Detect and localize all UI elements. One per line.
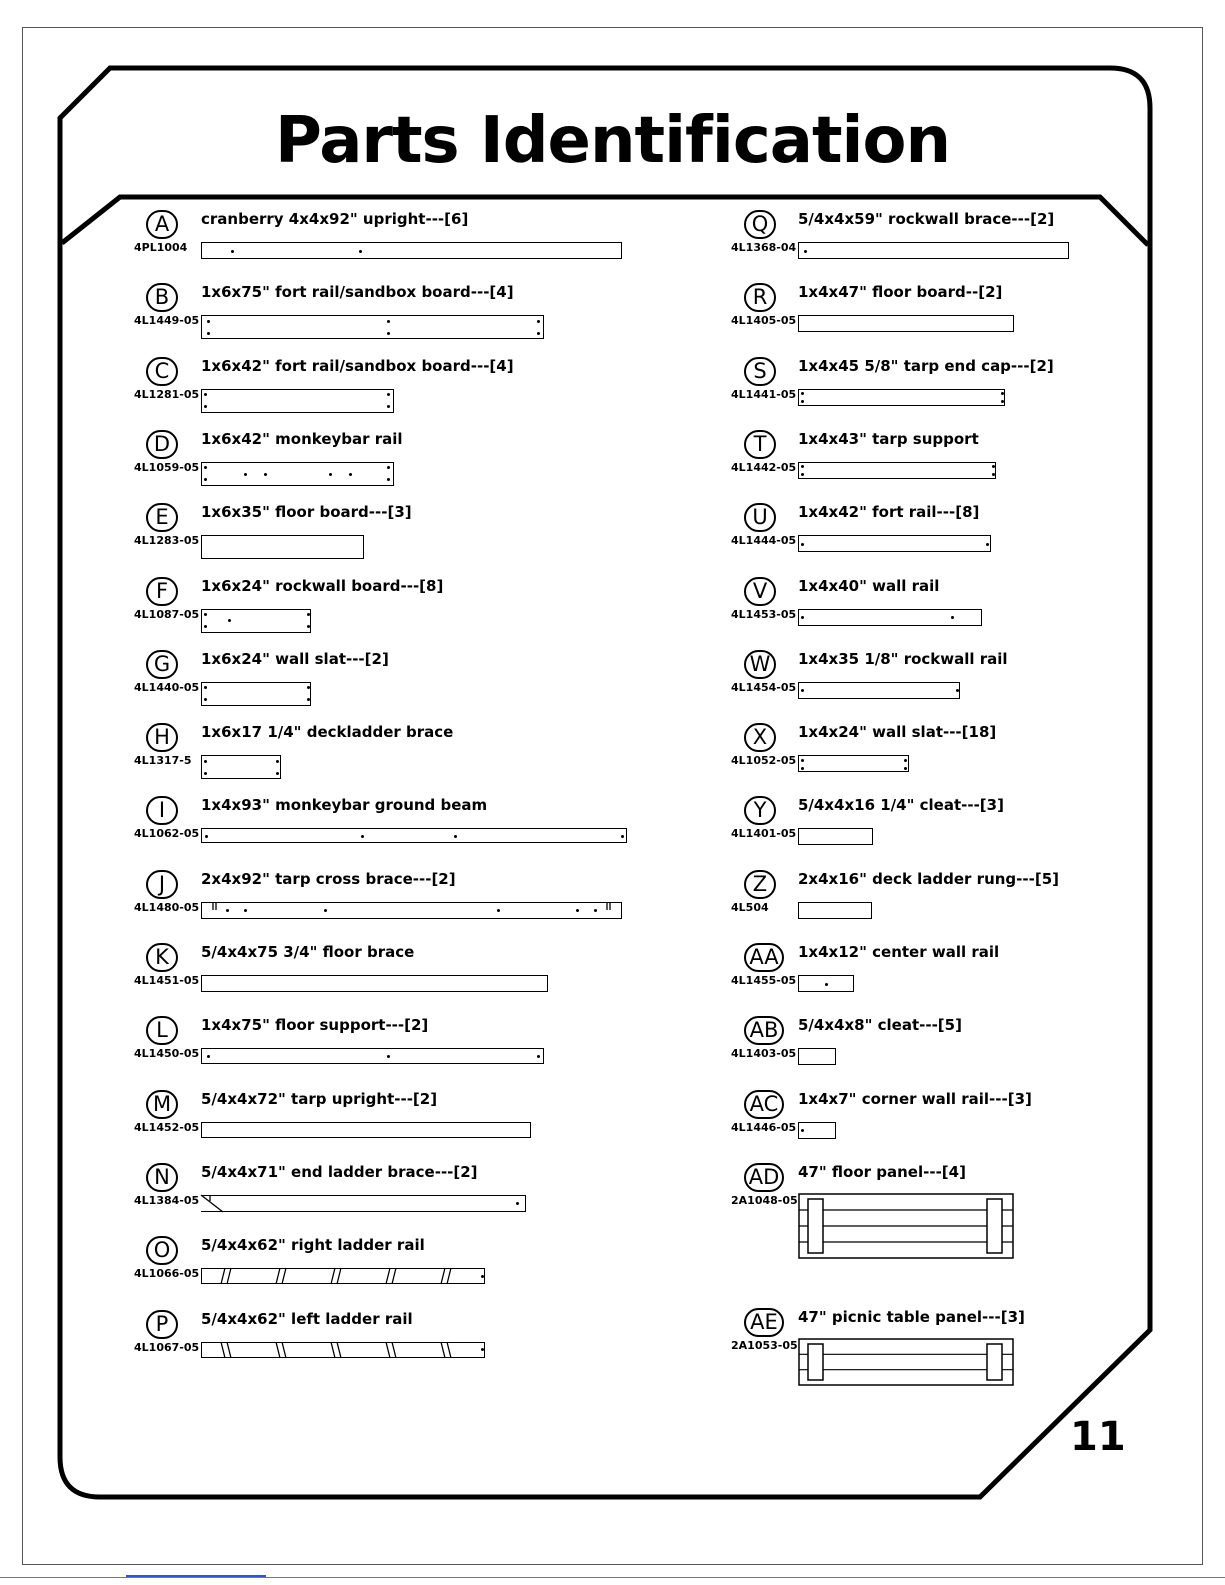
part-letter-badge: F — [146, 577, 178, 606]
bevel-cut — [201, 1195, 223, 1212]
bolt-hole — [825, 983, 828, 986]
board-drawing — [201, 682, 311, 706]
part-description: 1x4x7" corner wall rail---[3] — [798, 1089, 1032, 1108]
part-letter-badge: A — [146, 210, 178, 239]
part-description: 1x6x24" wall slat---[2] — [201, 649, 389, 668]
bolt-hole — [307, 698, 310, 701]
part-l — [134, 1016, 614, 1076]
part-description: 47" floor panel---[4] — [798, 1162, 966, 1181]
part-letter-badge: D — [146, 430, 178, 459]
part-code: 4L1317-5 — [134, 754, 192, 768]
part-code: 4L1384-05 — [134, 1193, 200, 1207]
part-h — [134, 723, 614, 783]
rung-slot — [392, 1342, 396, 1358]
part-letter-badge: M — [146, 1090, 178, 1119]
part-n — [134, 1163, 614, 1223]
bolt-hole — [276, 772, 279, 775]
part-code: 4L1454-05 — [731, 680, 797, 694]
part-ad — [731, 1163, 1211, 1223]
panel-cleat-left — [808, 1344, 823, 1380]
bolt-hole — [307, 625, 310, 628]
bolt-hole — [307, 686, 310, 689]
part-c — [134, 357, 614, 417]
part-description: 1x4x93" monkeybar ground beam — [201, 796, 488, 815]
part-x — [731, 723, 1211, 783]
bolt-hole — [204, 466, 207, 469]
part-code: 2A1053-05 — [731, 1339, 798, 1352]
part-ae — [731, 1308, 1211, 1368]
part-code: 4L1052-05 — [731, 754, 797, 768]
part-description: 1x4x42" fort rail---[8] — [798, 503, 980, 522]
part-description: 1x6x42" monkeybar rail — [201, 429, 403, 448]
part-description: 5/4x4x8" cleat---[5] — [798, 1016, 962, 1035]
part-letter-badge: K — [146, 943, 178, 972]
part-letter-badge: J — [146, 870, 178, 899]
bolt-hole — [204, 686, 207, 689]
part-code: 4L1451-05 — [134, 974, 200, 987]
part-ac — [731, 1090, 1211, 1150]
part-code: 4L1281-05 — [134, 387, 200, 401]
part-description: 5/4x4x59" rockwall brace---[2] — [798, 210, 1055, 228]
bolt-hole — [204, 625, 207, 628]
part-description: 2x4x92" tarp cross brace---[2] — [201, 869, 456, 888]
part-code: 4L1440-05 — [134, 680, 200, 694]
part-q — [731, 210, 1211, 270]
part-description: 1x4x75" floor support---[2] — [201, 1016, 429, 1035]
part-code: 4L1401-05 — [731, 827, 797, 841]
page-number: 11 — [1070, 1414, 1126, 1460]
part-i — [134, 796, 614, 856]
rung-slot — [331, 1268, 335, 1284]
board-drawing — [798, 535, 991, 552]
part-description: 1x4x12" center wall rail — [798, 943, 1000, 961]
bolt-hole — [804, 250, 807, 253]
bolt-hole — [387, 466, 390, 469]
bolt-hole — [801, 759, 804, 762]
part-code: 4L1446-05 — [731, 1120, 797, 1134]
part-description: 1x4x43" tarp support — [798, 429, 979, 448]
board-drawing — [798, 242, 1069, 259]
part-p — [134, 1310, 614, 1370]
bolt-hole — [387, 478, 390, 481]
part-a — [134, 210, 614, 270]
bolt-hole — [904, 767, 907, 770]
part-letter-badge: AB — [744, 1016, 784, 1045]
bolt-hole — [244, 473, 247, 476]
bolt-hole — [387, 393, 390, 396]
part-code: 4L1062-05 — [134, 827, 200, 841]
part-description: 1x6x24" rockwall board---[8] — [201, 576, 444, 595]
part-d — [134, 430, 614, 490]
bolt-hole — [1001, 400, 1004, 403]
part-r — [731, 283, 1211, 343]
part-description: 1x4x35 1/8" rockwall rail — [798, 649, 1008, 668]
part-letter-badge: C — [146, 357, 178, 386]
rung-slot — [337, 1342, 341, 1358]
bottom-link-underline — [126, 1575, 266, 1577]
rung-slot — [221, 1342, 225, 1358]
rung-slot — [331, 1342, 335, 1358]
page-title: Parts Identification — [275, 104, 950, 178]
part-code: 4L1283-05 — [134, 534, 200, 548]
bolt-hole — [307, 613, 310, 616]
bolt-hole — [329, 473, 332, 476]
part-m — [134, 1090, 614, 1150]
board-detail — [201, 1268, 485, 1284]
part-description: 1x6x42" fort rail/sandbox board---[4] — [201, 356, 514, 375]
part-description: 1x4x24" wall slat---[18] — [798, 723, 997, 742]
rung-slot — [441, 1268, 445, 1284]
rung-slot — [386, 1268, 390, 1284]
bolt-hole — [359, 250, 362, 253]
part-description: 1x4x47" floor board--[2] — [798, 283, 1003, 302]
board-detail — [201, 1195, 526, 1212]
part-description: 1x6x75" fort rail/sandbox board---[4] — [201, 283, 514, 302]
part-code: 4L1067-05 — [134, 1340, 200, 1354]
bolt-hole — [992, 473, 995, 476]
part-o — [134, 1236, 614, 1296]
bolt-hole — [204, 405, 207, 408]
part-code: 4L1066-05 — [134, 1267, 200, 1281]
panel-cleat-left — [808, 1199, 823, 1253]
part-v — [731, 577, 1211, 637]
bolt-hole — [204, 478, 207, 481]
part-description: 5/4x4x62" right ladder rail — [201, 1236, 425, 1255]
board-drawing — [798, 1048, 836, 1065]
part-code: 4L1444-05 — [731, 534, 797, 548]
bolt-hole — [801, 543, 804, 546]
bolt-hole — [986, 543, 989, 546]
panel-drawing — [798, 1338, 1014, 1386]
part-t — [731, 430, 1211, 490]
bolt-hole — [387, 320, 390, 323]
part-code: 2A1048-05 — [731, 1193, 798, 1207]
bolt-hole — [992, 465, 995, 468]
part-description: 47" picnic table panel---[3] — [798, 1308, 1025, 1326]
bolt-hole — [904, 759, 907, 762]
bolt-hole — [454, 835, 457, 838]
rung-slot — [447, 1342, 451, 1358]
part-aa — [731, 943, 1211, 1003]
board-drawing — [798, 755, 909, 772]
bolt-hole — [207, 320, 210, 323]
bolt-hole — [387, 332, 390, 335]
bolt-hole — [207, 332, 210, 335]
board-drawing — [798, 609, 982, 626]
bolt-hole — [801, 616, 804, 619]
bolt-hole — [228, 619, 231, 622]
rung-slot — [227, 1268, 231, 1284]
part-letter-badge: P — [146, 1310, 178, 1339]
board-drawing — [201, 389, 394, 413]
bolt-hole — [621, 835, 624, 838]
bolt-hole — [204, 393, 207, 396]
board-drawing — [201, 1122, 531, 1138]
part-description: 5/4x4x16 1/4" cleat---[3] — [798, 796, 1004, 815]
part-code: 4L1442-05 — [731, 460, 797, 474]
board-drawing — [798, 975, 854, 992]
part-letter-badge: T — [744, 430, 776, 459]
part-letter-badge: H — [146, 723, 178, 752]
bolt-hole — [801, 767, 804, 770]
board-drawing — [798, 462, 996, 479]
rung-slot — [386, 1342, 390, 1358]
part-letter-badge: Y — [744, 796, 776, 825]
bolt-hole — [264, 473, 267, 476]
part-e — [134, 503, 614, 563]
part-code: 4L1449-05 — [134, 314, 200, 328]
bolt-hole — [207, 1055, 210, 1058]
part-s — [731, 357, 1211, 417]
part-description: 5/4x4x62" left ladder rail — [201, 1309, 413, 1328]
bolt-hole — [801, 689, 804, 692]
part-letter-badge: V — [744, 577, 776, 606]
board-drawing — [798, 828, 873, 845]
bolt-hole — [801, 473, 804, 476]
rung-slot — [282, 1268, 286, 1284]
part-letter-badge: Q — [744, 210, 776, 239]
bolt-hole — [801, 1129, 804, 1132]
panel-cleat-right — [987, 1199, 1002, 1253]
rung-slot — [392, 1268, 396, 1284]
part-code: 4L1453-05 — [731, 607, 797, 621]
board-detail — [201, 902, 622, 919]
part-g — [134, 650, 614, 710]
part-code: 4L1455-05 — [731, 974, 797, 987]
part-letter-badge: W — [744, 650, 776, 679]
board-drawing — [201, 315, 544, 339]
part-code: 4L1450-05 — [134, 1047, 200, 1061]
part-description: 1x4x40" wall rail — [798, 576, 940, 595]
bolt-hole — [387, 405, 390, 408]
part-description: 5/4x4x72" tarp upright---[2] — [201, 1089, 438, 1108]
board-drawing — [201, 828, 627, 843]
part-code: 4L1059-05 — [134, 460, 200, 474]
part-description: 5/4x4x71" end ladder brace---[2] — [201, 1162, 478, 1181]
part-j — [134, 870, 614, 930]
board-drawing — [798, 389, 1005, 406]
part-code: 4L1368-04 — [731, 241, 797, 254]
part-letter-badge: N — [146, 1163, 178, 1192]
bolt-hole — [205, 835, 208, 838]
part-w — [731, 650, 1211, 710]
bolt-hole — [537, 332, 540, 335]
part-b — [134, 283, 614, 343]
board-drawing — [201, 609, 311, 633]
panel-cleat-right — [987, 1344, 1002, 1380]
part-description: 1x6x17 1/4" deckladder brace — [201, 723, 454, 742]
part-code: 4L1452-05 — [134, 1120, 200, 1134]
part-code: 4L1405-05 — [731, 314, 797, 328]
rung-slot — [227, 1342, 231, 1358]
board-drawing — [201, 975, 548, 992]
part-code: 4L504 — [731, 900, 769, 914]
bolt-hole — [537, 1055, 540, 1058]
bolt-hole — [231, 250, 234, 253]
part-letter-badge: E — [146, 503, 178, 532]
bolt-hole — [204, 760, 207, 763]
rung-slot — [441, 1342, 445, 1358]
panel-outline — [799, 1339, 1013, 1385]
part-letter-badge: S — [744, 357, 776, 386]
bolt-hole — [387, 1055, 390, 1058]
part-letter-badge: G — [146, 650, 178, 679]
bolt-hole — [204, 772, 207, 775]
board-drawing — [201, 755, 281, 779]
part-letter-badge: R — [744, 283, 776, 312]
part-code: 4PL1004 — [134, 241, 188, 254]
rung-slot — [276, 1342, 280, 1358]
part-letter-badge: AD — [744, 1163, 784, 1192]
part-description: 1x4x45 5/8" tarp end cap---[2] — [798, 356, 1054, 375]
rung-slot — [276, 1268, 280, 1284]
board-drawing — [201, 1048, 544, 1064]
part-letter-badge: B — [146, 283, 178, 312]
part-description: cranberry 4x4x92" upright---[6] — [201, 210, 469, 228]
part-letter-badge: Z — [744, 870, 776, 899]
part-letter-badge: O — [146, 1236, 178, 1265]
part-code: 4L1441-05 — [731, 387, 797, 401]
bolt-hole — [951, 616, 954, 619]
board-drawing — [201, 242, 622, 259]
part-code: 4L1087-05 — [134, 607, 200, 621]
part-description: 5/4x4x75 3/4" floor brace — [201, 943, 415, 961]
bolt-hole — [801, 400, 804, 403]
rung-slot — [221, 1268, 225, 1284]
part-letter-badge: U — [744, 503, 776, 532]
bolt-hole — [204, 613, 207, 616]
board-drawing — [798, 1122, 836, 1139]
bottom-rule — [0, 1577, 1225, 1578]
part-letter-badge: AA — [744, 943, 784, 972]
rung-slot — [447, 1268, 451, 1284]
bolt-hole — [276, 760, 279, 763]
board-drawing — [798, 902, 872, 919]
part-letter-badge: I — [146, 796, 178, 825]
part-code: 4L1403-05 — [731, 1047, 797, 1061]
bolt-hole — [801, 465, 804, 468]
part-letter-badge: AC — [744, 1090, 784, 1119]
bolt-hole — [801, 392, 804, 395]
part-letter-badge: AE — [744, 1308, 784, 1337]
board-drawing — [201, 535, 364, 559]
board-drawing — [798, 682, 960, 699]
board-drawing — [201, 462, 394, 486]
bolt-hole — [349, 473, 352, 476]
bolt-hole — [204, 698, 207, 701]
part-f — [134, 577, 614, 637]
part-description: 2x4x16" deck ladder rung---[5] — [798, 869, 1059, 888]
board-detail — [201, 1342, 485, 1358]
part-ab — [731, 1016, 1211, 1076]
bolt-hole — [361, 835, 364, 838]
board-drawing — [798, 315, 1014, 332]
part-z — [731, 870, 1211, 930]
bolt-hole — [1001, 392, 1004, 395]
bolt-hole — [537, 320, 540, 323]
part-y — [731, 796, 1211, 856]
bolt-hole — [956, 689, 959, 692]
rung-slot — [282, 1342, 286, 1358]
part-u — [731, 503, 1211, 563]
part-k — [134, 943, 614, 1003]
panel-drawing — [798, 1193, 1014, 1259]
part-description: 1x6x35" floor board---[3] — [201, 503, 412, 522]
part-letter-badge: X — [744, 723, 776, 752]
part-letter-badge: L — [146, 1016, 178, 1045]
rung-slot — [337, 1268, 341, 1284]
part-code: 4L1480-05 — [134, 900, 200, 914]
